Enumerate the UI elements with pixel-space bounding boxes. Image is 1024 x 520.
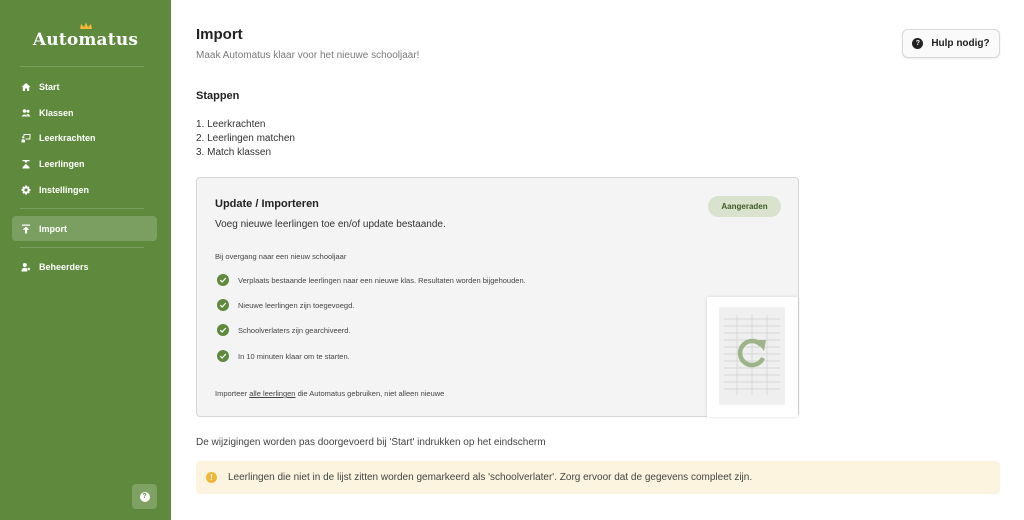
sidebar-help-button[interactable] (132, 484, 157, 509)
step-item: 1. Leerkrachten (196, 119, 266, 130)
crown-icon (79, 22, 93, 30)
sidebar-item-start[interactable] (12, 75, 157, 99)
help-button-label: Hulp nodig? (931, 38, 990, 49)
feature-text: Schoolverlaters zijn gearchiveerd. (238, 325, 351, 335)
card-footer (215, 389, 444, 398)
feature-item (217, 274, 526, 286)
help-button[interactable] (902, 29, 1000, 58)
sidebar-divider (20, 66, 144, 67)
footer-text: die Automatus gebruiken, niet alleen nieuwe (295, 389, 445, 398)
student-icon (20, 159, 31, 170)
steps-heading: Stappen (196, 90, 240, 102)
sidebar-item-beheerders[interactable] (12, 255, 157, 279)
sidebar-item-label: Start (39, 82, 60, 92)
sidebar-item-label: Beheerders (39, 262, 89, 272)
check-icon (217, 299, 229, 311)
apply-note: De wijzigingen worden pas doorgevoerd bij 'Start' indrukken op het eindscherm (196, 437, 546, 448)
spreadsheet-refresh-illustration (707, 297, 798, 417)
recommended-badge: Aangeraden (708, 196, 781, 217)
admin-user-icon (20, 262, 31, 273)
app-logo[interactable] (0, 22, 171, 50)
footer-text: Importeer (215, 389, 250, 398)
all-students-link[interactable]: alle leerlingen (249, 389, 296, 398)
feature-text: Nieuwe leerlingen zijn toegevoegd. (238, 300, 355, 310)
sidebar-item-label: Import (39, 223, 67, 234)
feature-text: In 10 minuten klaar om te starten. (238, 351, 350, 361)
step-item: 3. Match klassen (196, 147, 272, 158)
home-icon (20, 82, 31, 93)
sidebar (0, 0, 171, 520)
check-icon (217, 324, 229, 336)
sidebar-item-klassen[interactable] (12, 101, 157, 125)
page-title: Import (196, 26, 243, 43)
check-icon (217, 274, 229, 286)
page-subtitle: Maak Automatus klaar voor het nieuwe schooljaar! (196, 50, 420, 61)
card-title: Update / Importeren (215, 198, 319, 210)
teacher-board-icon (20, 133, 31, 144)
feature-item (217, 324, 351, 336)
update-import-card[interactable] (196, 177, 799, 417)
step-item: 2. Leerlingen matchen (196, 133, 295, 144)
sidebar-item-label: Leerkrachten (39, 133, 96, 143)
sidebar-item-label: Leerlingen (39, 159, 85, 169)
sidebar-item-label: Klassen (39, 108, 74, 118)
sidebar-item-leerkrachten[interactable] (12, 126, 157, 150)
sidebar-item-instellingen[interactable] (12, 178, 157, 202)
sidebar-item-label: Instellingen (39, 185, 90, 195)
question-icon: ? (912, 38, 923, 49)
feature-text: Verplaats bestaande leerlingen naar een nieuwe klas. Resultaten worden bijgehouden. (238, 275, 526, 285)
warning-icon: ! (206, 472, 217, 483)
sidebar-divider (20, 247, 144, 248)
spreadsheet-refresh-icon (719, 307, 785, 405)
check-icon (217, 350, 229, 362)
upload-icon (20, 223, 31, 234)
warning-banner (196, 461, 1000, 494)
gear-icon (20, 185, 31, 196)
users-icon (20, 108, 31, 119)
logo-text: Automatus (32, 30, 139, 50)
sidebar-item-import[interactable] (12, 216, 157, 241)
card-subtitle: Voeg nieuwe leerlingen toe en/of update bestaande. (215, 219, 446, 230)
warning-text: Leerlingen die niet in de lijst zitten worden gemarkeerd als 'schoolverlater'. Zorg ervoor dat de gegevens compleet zijn. (228, 472, 753, 483)
card-note: Bij overgang naar een nieuw schooljaar (215, 252, 347, 261)
sidebar-divider (20, 208, 144, 209)
question-icon: ? (140, 492, 150, 502)
steps-list (196, 118, 295, 160)
feature-item (217, 299, 354, 311)
sidebar-item-leerlingen[interactable] (12, 152, 157, 176)
feature-item (217, 350, 350, 362)
